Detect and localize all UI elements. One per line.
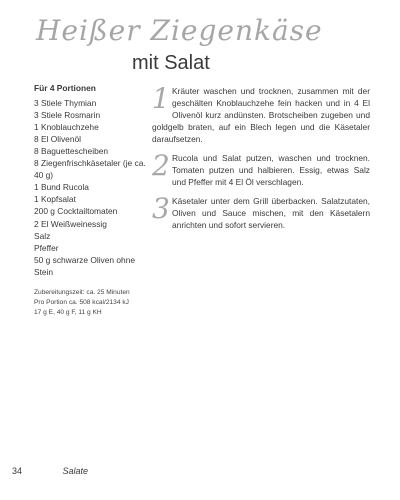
ingredient-item: 50 g schwarze Oliven ohne Stein [34, 254, 136, 277]
step-text: Käsetaler unter dem Grill überbacken. Salatzutaten, Oliven und Sauce mischen, mit den Käsetalern anrichten und sofort servieren. [172, 196, 370, 231]
ingredient-item: 200 g Cocktailtomaten [34, 206, 118, 217]
page-number: 34 [12, 466, 23, 476]
section-name: Salate [62, 466, 89, 476]
recipe-subtitle: mit Salat [132, 52, 210, 74]
step-number: 3 [152, 192, 170, 225]
ingredient-item: 1 Bund Rucola [34, 182, 89, 193]
nutrition-info [34, 288, 174, 318]
macros: 17 g E, 40 g F, 11 g KH [34, 309, 102, 316]
ingredient-item: 1 Knoblauchzehe [34, 122, 99, 133]
step-text: Rucola und Salat putzen, waschen und trocknen. Tomaten putzen und halbieren. Essig, etwas Salz und Pfeffer mit 4 El Öl verschlagen. [172, 153, 370, 188]
ingredient-list [34, 82, 152, 278]
ingredient-item: Salz [34, 230, 51, 241]
page-footer [12, 466, 88, 476]
recipe-title: Heißer Ziegenkäse [36, 14, 323, 47]
step-3 [152, 192, 370, 231]
ingredient-item: Pfeffer [34, 242, 59, 253]
ingredient-item: 1 Kopfsalat [34, 194, 76, 205]
step-text: Kräuter waschen und trocknen, zusammen mit der geschälten Knoblauchzehe fein hacken und in 4 El Olivenöl kurz andünsten. Brotscheiben zugeben und goldgelb braten, auf ein Blech legen und die Käsetaler daraufsetzen. [152, 86, 370, 145]
ingredient-item: 3 Stiele Thymian [34, 98, 97, 109]
portions-heading: Für 4 Portionen [34, 83, 96, 93]
ingredient-item: 3 Stiele Rosmarin [34, 110, 101, 121]
calories: Pro Portion ca. 508 kcal/2134 kJ [34, 299, 129, 306]
step-number: 1 [152, 82, 170, 115]
step-1 [152, 82, 370, 145]
ingredient-item: 8 Ziegenfrischkäsetaler (je ca. 40 g) [34, 158, 146, 181]
step-number: 2 [152, 149, 170, 182]
step-2 [152, 149, 370, 188]
ingredient-item: 8 Baguettescheiben [34, 146, 109, 157]
ingredient-item: 8 El Olivenöl [34, 134, 82, 145]
ingredient-item: 2 El Weißweinessig [34, 218, 107, 229]
prep-time: Zubereitungszeit: ca. 25 Minuten [34, 289, 130, 296]
